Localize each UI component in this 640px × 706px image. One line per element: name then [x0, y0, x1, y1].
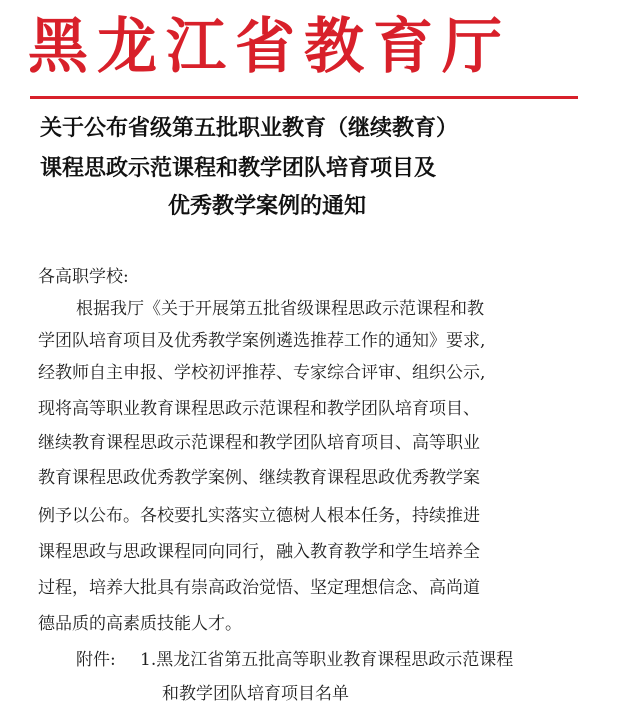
issuer-masthead: 黑龙江省教育厅 — [28, 12, 511, 82]
body-line: 课程思政与思政课程同向同行，融入教育教学和学生培养全 — [38, 542, 480, 562]
attachment-item-1-continued: 和教学团队培育项目名单 — [162, 684, 349, 704]
attachment-item-1: 1.黑龙江省第五批高等职业教育课程思政示范课程 — [140, 650, 514, 670]
body-line: 经教师自主申报、学校初评推荐、专家综合评审、组织公示, — [38, 363, 486, 383]
body-line: 根据我厅《关于开展第五批省级课程思政示范课程和教 — [76, 299, 484, 319]
body-line: 教育课程思政优秀教学案例、继续教育课程思政优秀教学案 — [38, 468, 480, 488]
body-line: 例予以公布。各校要扎实落实立德树人根本任务，持续推进 — [38, 506, 480, 526]
attachment-label: 附件: — [76, 650, 116, 670]
red-header-rule — [30, 96, 578, 99]
notice-title-line-3: 优秀教学案例的通知 — [168, 193, 367, 219]
body-line: 现将高等职业教育课程思政示范课程和教学团队培育项目、 — [38, 399, 480, 419]
body-line: 继续教育课程思政示范课程和教学团队培育项目、高等职业 — [38, 433, 480, 453]
notice-title-line-1: 关于公布省级第五批职业教育（继续教育） — [40, 115, 459, 141]
body-line: 德品质的高素质技能人才。 — [38, 614, 242, 634]
salutation: 各高职学校: — [38, 267, 129, 287]
body-line: 学团队培育项目及优秀教学案例遴选推荐工作的通知》要求, — [38, 331, 486, 351]
body-line: 过程，培养大批具有崇高政治觉悟、坚定理想信念、高尚道 — [38, 578, 480, 598]
notice-title-line-2: 课程思政示范课程和教学团队培育项目及 — [40, 155, 437, 181]
